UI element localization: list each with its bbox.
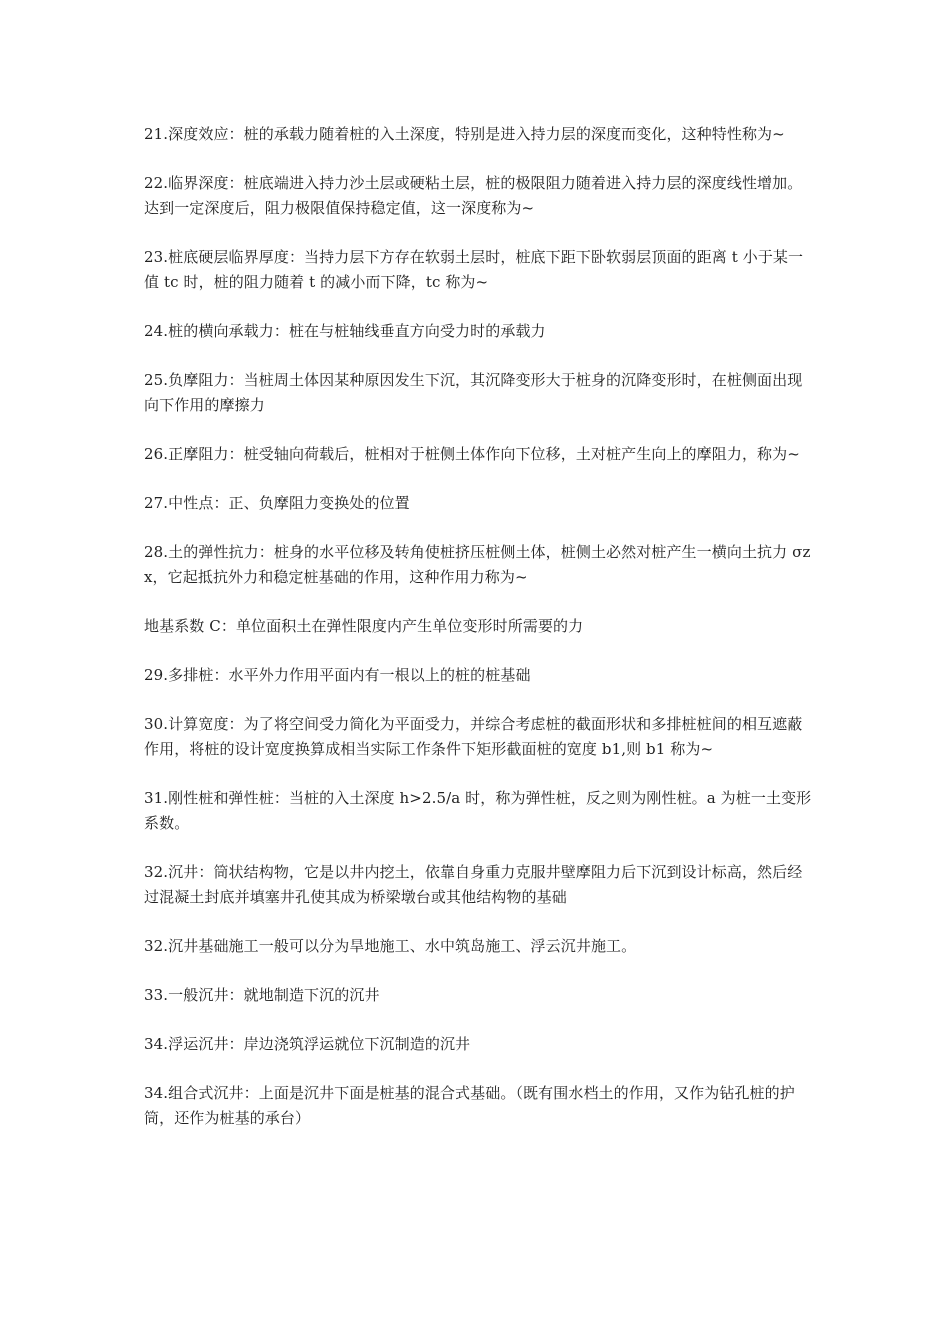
paragraph-30: 30.计算宽度：为了将空间受力简化为平面受力，并综合考虑桩的截面形状和多排桩桩间的相互遮蔽作用，将桩的设计宽度换算成相当实际工作条件下矩形截面桩的宽度 b1,则 b1 称为~ [144, 715, 803, 758]
paragraph-29: 29.多排桩：水平外力作用平面内有一根以上的桩的桩基础 [144, 666, 531, 684]
paragraph-28: 28.土的弹性抗力：桩身的水平位移及转角使桩挤压桩侧土体，桩侧土必然对桩产生一横向土抗力 σzx，它起抵抗外力和稳定桩基础的作用，这种作用力称为~ [144, 543, 811, 586]
paragraph-34-composite: 34.组合式沉井：上面是沉井下面是桩基的混合式基础。（既有围水档土的作用，又作为钻孔桩的护筒，还作为桩基的承台） [144, 1084, 795, 1127]
paragraph-34-floating: 34.浮运沉井：岸边浇筑浮运就位下沉制造的沉井 [144, 1035, 471, 1053]
paragraph-26: 26.正摩阻力：桩受轴向荷载后，桩相对于桩侧土体作向下位移，土对桩产生向上的摩阻力，称为~ [144, 445, 800, 463]
paragraph-27: 27.中性点：正、负摩阻力变换处的位置 [144, 494, 410, 512]
paragraph-24: 24.桩的横向承载力：桩在与桩轴线垂直方向受力时的承载力 [144, 322, 546, 340]
paragraph-33: 33.一般沉井：就地制造下沉的沉井 [144, 986, 380, 1004]
paragraph-21: 21.深度效应：桩的承载力随着桩的入土深度，特别是进入持力层的深度而变化，这种特性称为~ [144, 125, 785, 143]
paragraph-32-caisson: 32.沉井：筒状结构物，它是以井内挖土，依靠自身重力克服井壁摩阻力后下沉到设计标高，然后经过混凝土封底并填塞井孔使其成为桥梁墩台或其他结构物的基础 [144, 863, 803, 906]
paragraph-22: 22.临界深度：桩底端进入持力沙土层或硬粘土层，桩的极限阻力随着进入持力层的深度线性增加。达到一定深度后，阻力极限值保持稳定值，这一深度称为~ [144, 174, 803, 217]
paragraph-subgrade-coefficient: 地基系数 C：单位面积土在弹性限度内产生单位变形时所需要的力 [144, 617, 584, 635]
paragraph-23: 23.桩底硬层临界厚度：当持力层下方存在软弱土层时，桩底下距下卧软弱层顶面的距离 t 小于某一值 tc 时，桩的阻力随着 t 的减小而下降，tc 称为~ [144, 248, 804, 291]
paragraph-25: 25.负摩阻力：当桩周土体因某种原因发生下沉，其沉降变形大于桩身的沉降变形时，在桩侧面出现向下作用的摩擦力 [144, 371, 803, 414]
paragraph-32-construction: 32.沉井基础施工一般可以分为旱地施工、水中筑岛施工、浮云沉井施工。 [144, 937, 637, 955]
document-body [144, 122, 812, 1155]
paragraph-31: 31.刚性桩和弹性桩：当桩的入土深度 h>2.5/a 时，称为弹性桩，反之则为刚性桩。a 为桩一土变形系数。 [144, 789, 812, 832]
